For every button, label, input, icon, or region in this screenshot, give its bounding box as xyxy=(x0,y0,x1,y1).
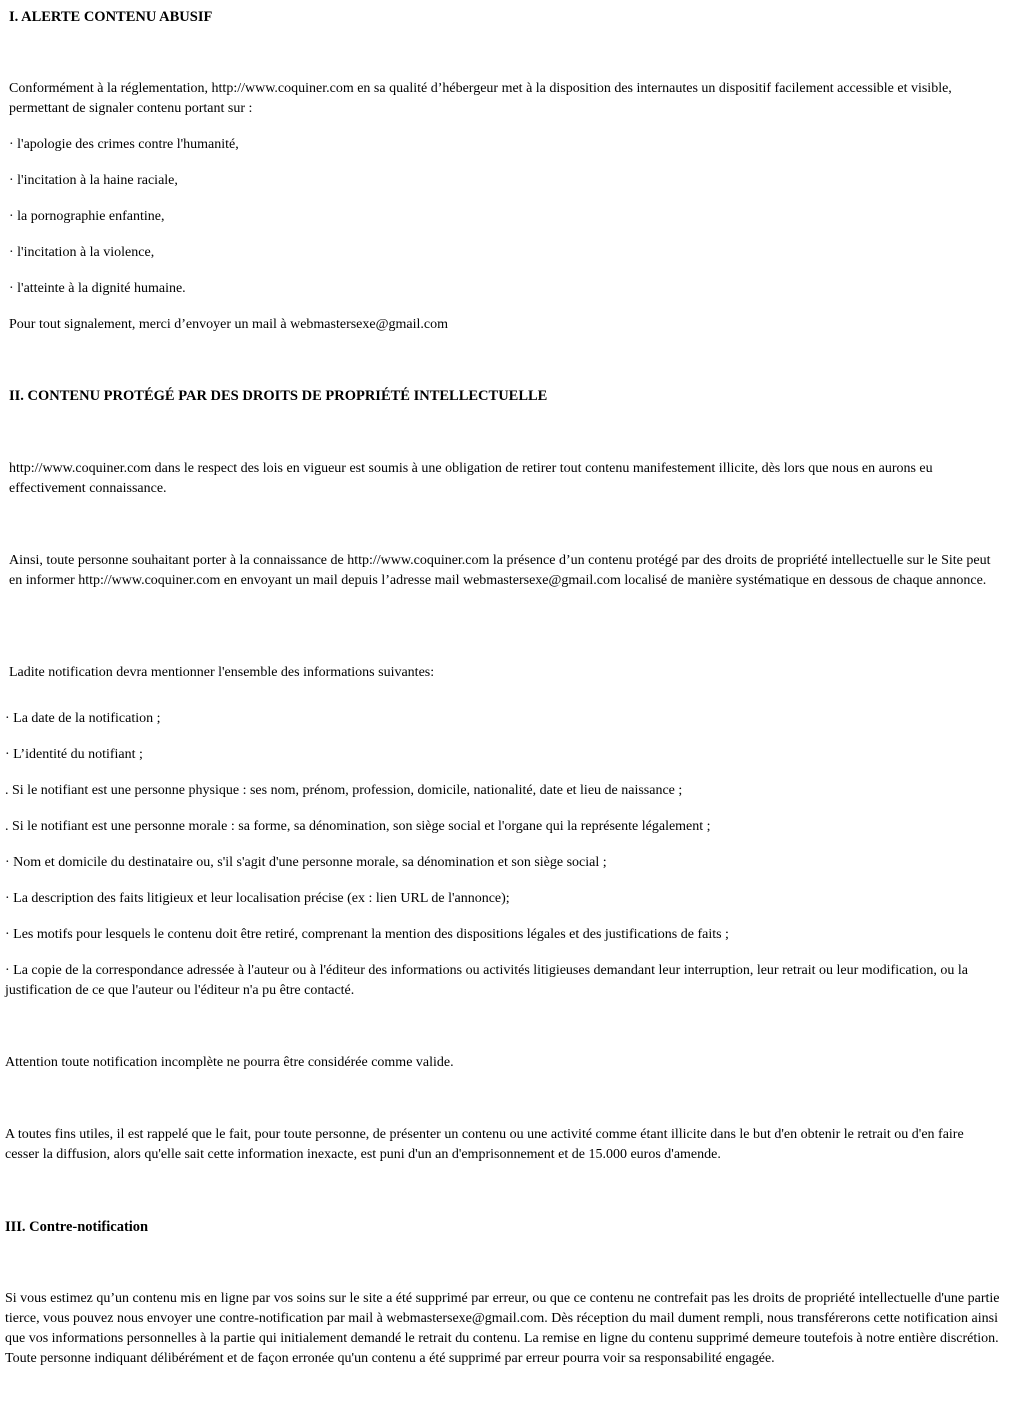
section1-intro: Conformément à la réglementation, http://www.coquiner.com en sa qualité d’hébergeur met à la disposition des internautes un dispositif facilement accessible et visible, permettant de signaler contenu portant sur : xyxy=(9,81,952,116)
section2-penalty: A toutes fins utiles, il est rappelé que le fait, pour toute personne, de présenter un contenu ou une activité comme étant illicite dans le but d'en obtenir le retrait ou d'en faire cesser la diffusion, alors qu'elle sait cette information inexacte, est puni d'un an d'emprisonnement et de 15.000 euros d'amende. xyxy=(5,1127,964,1162)
section2-list-item: · Les motifs pour lesquels le contenu doit être retiré, comprenant la mention des dispositions légales et des justifications de faits ; xyxy=(5,927,729,942)
section3-para: Si vous estimez qu’un contenu mis en ligne par vos soins sur le site a été supprimé par erreur, ou que ce contenu ne contrefait pas les droits de propriété intellectuelle d'une partie tierce, vous pouvez nous envoyer une contre-notification par mail à webmastersexe@gmail.com. Dès réception du mail dument rempli, nous transférerons cette notification ainsi que vos informations personnelles à la partie qui initialement demandé le retrait du contenu. La remise en ligne du contenu supprimé demeure toutefois à notre entière discrétion. Toute personne indiquant délibérément et de façon erronée qu'un contenu a été supprimé par erreur pourra voir sa responsabilité engagée. xyxy=(5,1291,1000,1366)
section2-para2: Ainsi, toute personne souhaitant porter à la connaissance de http://www.coquiner.com la présence d’un contenu protégé par des droits de propriété intellectuelle sur le Site peut en informer http://www.coquiner.com en envoyant un mail depuis l’adresse mail webmastersexe@gmail.com localisé de manière systématique en dessous de chaque annonce. xyxy=(9,553,991,588)
section1-list-item: · l'apologie des crimes contre l'humanité, xyxy=(9,137,239,152)
section3-heading: III. Contre-notification xyxy=(5,1219,149,1235)
section2-para3: Ladite notification devra mentionner l'ensemble des informations suivantes: xyxy=(9,665,435,680)
section1-contact: Pour tout signalement, merci d’envoyer un mail à webmastersexe@gmail.com xyxy=(9,317,448,332)
section2-heading: II. CONTENU PROTÉGÉ PAR DES DROITS DE PROPRIÉTÉ INTELLECTUELLE xyxy=(9,388,548,404)
section1-list-item: · la pornographie enfantine, xyxy=(9,209,165,224)
section1-list-item: · l'incitation à la violence, xyxy=(9,245,155,260)
section1-list-item: · l'atteinte à la dignité humaine. xyxy=(9,281,186,296)
section1-list-item: · l'incitation à la haine raciale, xyxy=(9,173,178,188)
section2-para1: http://www.coquiner.com dans le respect des lois en vigueur est soumis à une obligation de retirer tout contenu manifestement illicite, dès lors que nous en aurons eu effectivement connaissance. xyxy=(9,461,933,496)
section2-list-item: · La date de la notification ; xyxy=(5,711,161,726)
section2-list-item: · L’identité du notifiant ; xyxy=(5,747,143,762)
section2-list-item: · La description des faits litigieux et leur localisation précise (ex : lien URL de l'annonce); xyxy=(5,891,510,906)
section2-list-item: . Si le notifiant est une personne morale : sa forme, sa dénomination, son siège social et l'organe qui la représente légalement ; xyxy=(5,819,711,834)
section2-list-item: · La copie de la correspondance adressée à l'auteur ou à l'éditeur des informations ou activités litigieuses demandant leur interruption, leur retrait ou leur modification, ou la justification de ce que l'auteur ou l'éditeur n'a pu être contacté. xyxy=(5,963,968,998)
section2-list-item: . Si le notifiant est une personne physique : ses nom, prénom, profession, domicile, nationalité, date et lieu de naissance ; xyxy=(5,783,683,798)
section2-warning: Attention toute notification incomplète ne pourra être considérée comme valide. xyxy=(5,1055,454,1070)
section1-heading: I. ALERTE CONTENU ABUSIF xyxy=(9,9,213,25)
section2-list-item: · Nom et domicile du destinataire ou, s'il s'agit d'une personne morale, sa dénomination et son siège social ; xyxy=(5,855,607,870)
